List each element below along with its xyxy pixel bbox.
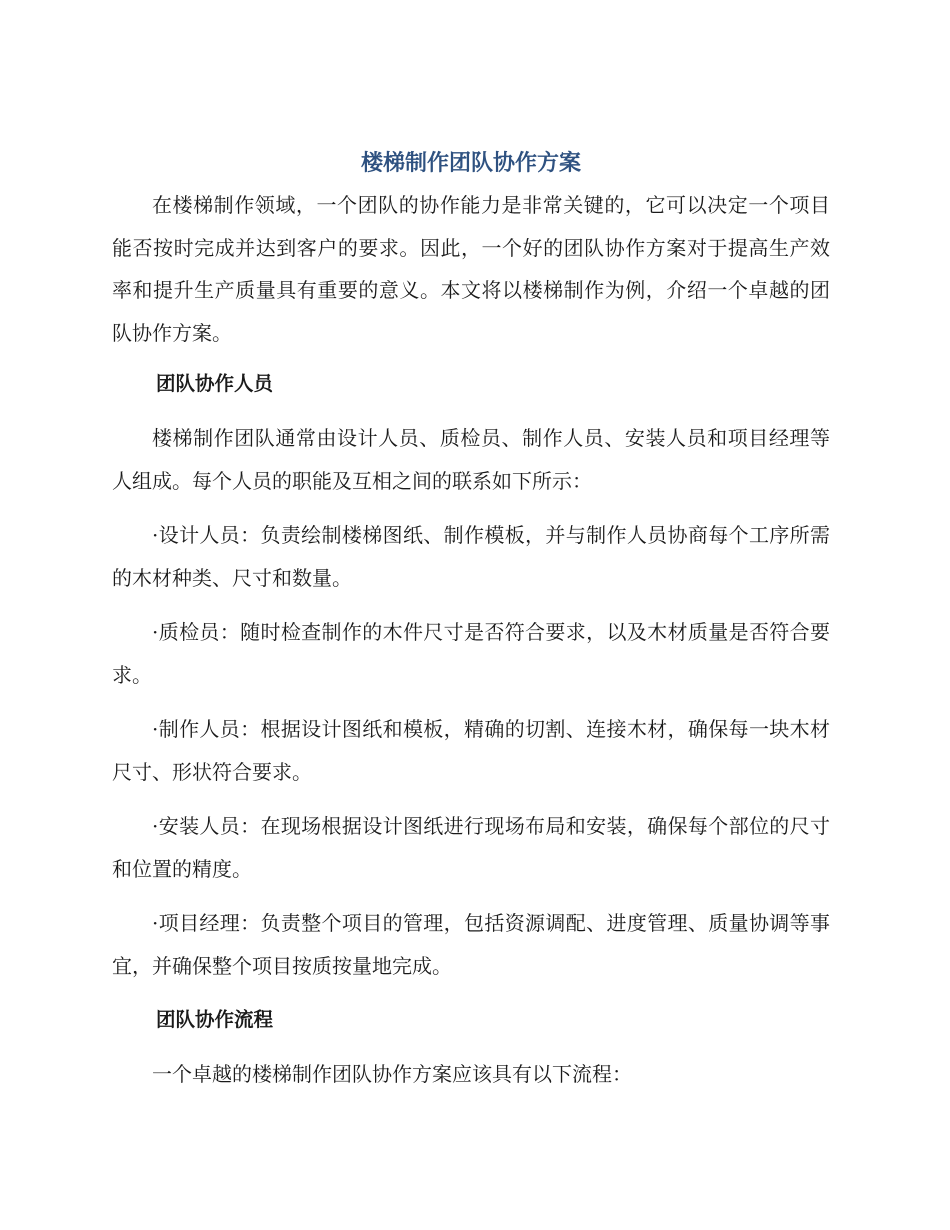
bullet-dot: · bbox=[152, 620, 159, 644]
bullet-text: 设计人员：负责绘制楼梯图纸、制作模板，并与制作人员协商每个工序所需的木材种类、尺寸和数量。 bbox=[112, 523, 830, 590]
bullet-dot: · bbox=[152, 814, 159, 838]
document-title: 楼梯制作团队协作方案 bbox=[360, 151, 581, 176]
bullet-item-inspector bbox=[112, 611, 830, 696]
bullet-text: 制作人员：根据设计图纸和模板，精确的切割、连接木材，确保每一块木材尺寸、形状符合要求。 bbox=[112, 717, 830, 784]
bullet-text: 质检员：随时检查制作的木件尺寸是否符合要求，以及木材质量是否符合要求。 bbox=[112, 620, 830, 687]
bullet-item-project-manager bbox=[112, 902, 830, 987]
bullet-item-installer bbox=[112, 805, 830, 890]
bullet-dot: · bbox=[152, 523, 159, 547]
bullet-dot: · bbox=[152, 911, 159, 935]
bullet-dot: · bbox=[152, 717, 159, 741]
section-heading-team-members: 团队协作人员 bbox=[156, 372, 274, 395]
document-body bbox=[112, 146, 830, 1096]
team-process-paragraph: 一个卓越的楼梯制作团队协作方案应该具有以下流程： bbox=[152, 1062, 632, 1086]
intro-paragraph: 在楼梯制作领域，一个团队的协作能力是非常关键的，它可以决定一个项目能否按时完成并达到客户的要求。因此，一个好的团队协作方案对于提高生产效率和提升生产质量具有重要的意义。本文将以楼梯制作为例，介绍一个卓越的团队协作方案。 bbox=[112, 193, 830, 345]
bullet-item-maker bbox=[112, 708, 830, 793]
team-members-paragraph: 楼梯制作团队通常由设计人员、质检员、制作人员、安装人员和项目经理等人组成。每个人员的职能及互相之间的联系如下所示： bbox=[112, 426, 830, 493]
bullet-item-designer bbox=[112, 514, 830, 599]
bullet-text: 安装人员：在现场根据设计图纸进行现场布局和安装，确保每个部位的尺寸和位置的精度。 bbox=[112, 814, 830, 881]
bullet-text: 项目经理：负责整个项目的管理，包括资源调配、进度管理、质量协调等事宜，并确保整个项目按质按量地完成。 bbox=[112, 911, 830, 978]
section-heading-team-process: 团队协作流程 bbox=[156, 1008, 274, 1031]
